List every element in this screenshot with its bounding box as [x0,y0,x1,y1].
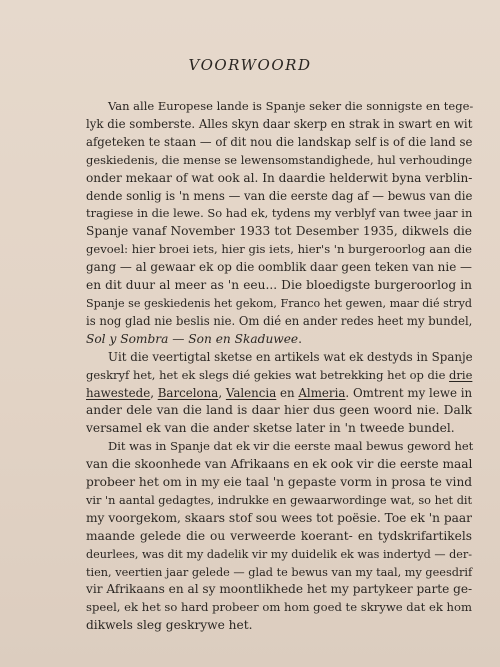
text-line: tien, veertien jaar gelede — glad te bewus van my taal, my geesdrif [86,565,473,579]
text-line [86,331,472,349]
text-line: dikwels sleg geskrywe het. [86,618,253,633]
text-line: Spanje vanaf November 1933 tot Desember 1935, dikwels die [86,224,472,239]
text-line: Uit die veertigtal sketse en artikels wat ek destyds in Spanje [108,349,473,364]
text-line: lyk die somberste. Alles skyn daar skerp en strak in swart en wit [86,116,473,131]
paragraph-3 [86,438,472,635]
paragraph-1 [86,98,472,349]
text-line: dende sonlig is 'n mens — van die eerste dag af — bewus van die [86,188,473,203]
underlined-word: Valencia [225,385,277,400]
book-title-italic: Sol y Sombra — Son en Skaduwee [86,331,299,346]
page-title: VOORWOORD [188,56,312,74]
text-line: van die skoonhede van Afrikaans en ek ook vir die eerste maal [86,457,473,472]
text-line: Dit was in Spanje dat ek vir die eerste maal bewus geword het [108,439,474,454]
text-line: speel, ek het so hard probeer om hom goed te skrywe dat ek hom [86,600,472,615]
text-line: onder mekaar of wat ook al. In daardie helderwit byna verblin- [86,170,473,185]
text-line: afgeteken te staan — of dit nou die landskap self is of die land se [86,134,473,149]
text-line: gang — al gewaar ek op die oomblik daar geen teken van nie — [86,260,472,275]
text-line: vir Afrikaans en al sy moontlikhede het my partykeer parte ge- [86,582,473,597]
underlined-word: Almeria [298,385,346,400]
text-line: vir 'n aantal gedagtes, indrukke en gewaarwordinge wat, so het dit [86,492,473,507]
text-line: Spanje se geskiedenis het gekom, Franco het gewen, maar dié stryd [86,296,472,310]
text-line: probeer het om in my eie taal 'n gepaste vorm in prosa te vind [86,475,473,490]
text-fragment: . [298,331,303,346]
text-line: ander dele van die land is daar hier dus geen woord nie. Dalk [86,403,472,418]
underlined-word: hawestede [86,385,151,400]
underlined-word: drie [449,367,473,382]
text-line: versamel ek van die ander sketse later in 'n tweede bundel. [86,421,455,436]
text-line: en dit duur al meer as 'n eeu... Die bloedigste burgeroorlog in [86,278,472,293]
text-line: is nog glad nie beslis nie. Om dié en ander redes heet my bundel, [86,313,473,328]
text-fragment: . Omtrent my lewe in [345,385,473,400]
text-fragment: , [218,385,226,400]
text-fragment: , [150,385,158,400]
underlined-word: Barcelona [157,385,219,400]
text-line: geskiedenis, die mense se lewensomstandighede, hul verhoudinge [86,152,473,167]
text-line: Van alle Europese lande is Spanje seker die sonnigste en tege- [108,99,474,113]
text-fragment: geskryf het, het ek slegs dié gekies wat betrekking het op die [86,367,446,382]
text-line [86,367,472,385]
text-line: maande gelede die ou verweerde koerant- en tydskrifartikels [86,528,472,543]
text-fragment: en [276,385,299,400]
preface-text [86,98,472,635]
text-line [86,385,472,403]
text-line: gevoel: hier broei iets, hier gis iets, hier's 'n burgeroorlog aan die [86,242,472,257]
text-line: tragiese in die lewe. So had ek, tydens my verblyf van twee jaar in [86,206,473,221]
text-line: my voorgekom, skaars stof sou wees tot poësie. Toe ek 'n paar [86,510,472,525]
paragraph-2 [86,349,472,439]
text-line: deurlees, was dit my dadelik vir my duidelik ek was indertyd — der- [86,547,473,561]
